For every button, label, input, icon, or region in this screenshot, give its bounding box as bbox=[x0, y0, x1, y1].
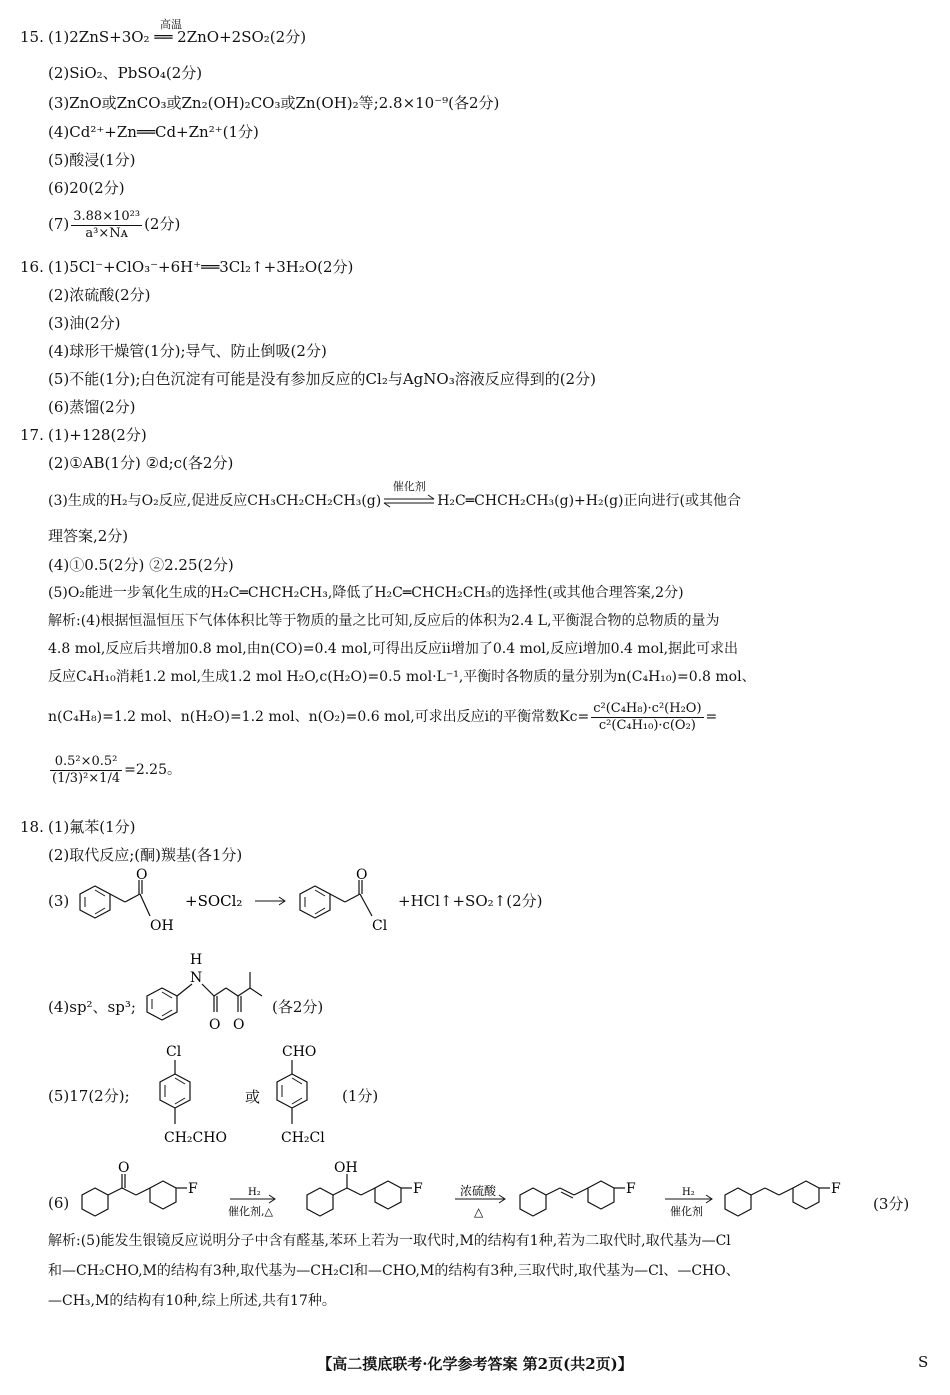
q18-part4-score: (各2分) bbox=[272, 998, 324, 1016]
alcohol-hydroxyl-label: OH bbox=[334, 1160, 358, 1176]
catalyst-heat-label: 催化剂,△ bbox=[228, 1205, 273, 1218]
acyl-chlorine-label: Cl bbox=[372, 918, 388, 934]
isomer-a-substituent-label: CH₂CHO bbox=[164, 1130, 227, 1146]
q18-part5-label: (5)17(2分); bbox=[48, 1087, 130, 1105]
fluorine-label-1: F bbox=[188, 1181, 198, 1197]
q17-part2: (2)①AB(1分) ②d;c(各2分) bbox=[48, 454, 234, 472]
fluorobenzene-ring-icon bbox=[150, 1181, 176, 1209]
page-footer: 【高二摸底联考·化学参考答案 第2页(共2页)】 bbox=[317, 1355, 633, 1373]
q15-part5: (5)酸浸(1分) bbox=[48, 151, 136, 169]
q16-part3: (3)油(2分) bbox=[48, 314, 121, 332]
q18-part6-label: (6) bbox=[48, 1194, 70, 1212]
fluorine-label-2: F bbox=[413, 1181, 423, 1197]
equilibrium-arrow bbox=[381, 480, 437, 511]
q15-part7-denominator: a³×Nᴀ bbox=[85, 225, 128, 241]
q17-part5: (5)O₂能进一步氧化生成的H₂C═CHCH₂CH₃,降低了H₂C═CHCH₂CH₃的选择性(或其他合理答案,2分) bbox=[48, 585, 684, 601]
q17-number: 17. bbox=[20, 426, 44, 444]
benzene-ring-icon bbox=[725, 1188, 751, 1216]
q17-analysis-5 bbox=[48, 750, 181, 790]
q17-part4: (4)①0.5(2分) ②2.25(2分) bbox=[48, 556, 234, 574]
q18-part5-score: (1分) bbox=[342, 1087, 379, 1105]
q18-part3-label: (3) bbox=[48, 892, 70, 910]
amide-hydrogen-label: H bbox=[190, 952, 203, 968]
q15-part6: (6)20(2分) bbox=[48, 179, 125, 197]
q15-part1-equation: (1)2ZnS+3O₂ ══ 2ZnO+2SO₂(2分) bbox=[48, 28, 307, 46]
kc-numerator: c²(C₄H₈)·c²(H₂O) bbox=[593, 700, 702, 716]
q15-part2: (2)SiO₂、PbSO₄(2分) bbox=[48, 64, 203, 82]
q18-number: 18. bbox=[20, 818, 44, 836]
q17-part3 bbox=[48, 480, 741, 511]
q18-analysis-3: —CH₃,M的结构有10种,综上所述,共有17种。 bbox=[48, 1293, 336, 1309]
q18-part3-products: +HCl↑+SO₂↑(2分) bbox=[398, 892, 543, 910]
amide-oxygen-label: O bbox=[209, 1017, 221, 1033]
q15-part7-numerator: 3.88×10²³ bbox=[73, 208, 141, 224]
q16-number: 16. bbox=[20, 258, 44, 276]
heat-label: △ bbox=[474, 1205, 484, 1219]
catalyst-label-2: 催化剂 bbox=[670, 1205, 703, 1218]
ketone-oxygen-label: O bbox=[118, 1160, 130, 1176]
q18-analysis-2: 和—CH₂CHO,M的结构有3种,取代基为—CH₂Cl和—CHO,M的结构有3种,三取代时,取代基为—Cl、—CHO、 bbox=[48, 1263, 740, 1279]
q16-part4: (4)球形干燥管(1分);导气、防止倒吸(2分) bbox=[48, 342, 327, 360]
q18-part2: (2)取代反应;(酮)羰基(各1分) bbox=[48, 846, 243, 864]
fluorobenzene-ring-icon bbox=[793, 1181, 819, 1209]
carbonyl-oxygen-label: O bbox=[136, 868, 148, 883]
q17-analysis-3: 反应C₄H₁₀消耗1.2 mol,生成1.2 mol H₂O,c(H₂O)=0.5 mol·L⁻¹,平衡时各物质的量分别为n(C₄H₁₀)=0.8 mol、 bbox=[48, 669, 756, 685]
q15-number: 15. bbox=[20, 28, 44, 46]
q17-part3-text-b: H₂C═CHCH₂CH₃(g)+H₂(g)正向进行(或其他合 bbox=[437, 493, 741, 509]
hydroxyl-label: OH bbox=[150, 918, 174, 934]
isomer-or-label: 或 bbox=[245, 1088, 261, 1106]
q18-part4-label: (4)sp²、sp³; bbox=[48, 998, 136, 1016]
q17-part3-text-a: (3)生成的H₂与O₂反应,促进反应CH₃CH₂CH₂CH₃(g) bbox=[48, 493, 382, 509]
amide-nitrogen-label: N bbox=[190, 970, 203, 986]
thionyl-chloride-label: +SOCl₂ bbox=[185, 892, 243, 910]
fluorine-label-4: F bbox=[831, 1181, 841, 1197]
acyl-chloride-reaction-diagram bbox=[70, 868, 400, 948]
kc-equals: = bbox=[705, 709, 718, 725]
isomer-a-chlorine-label: Cl bbox=[166, 1044, 182, 1060]
fluorobenzene-ring-icon bbox=[375, 1181, 401, 1209]
q16-part2: (2)浓硫酸(2分) bbox=[48, 286, 151, 304]
q17-analysis-1: 解析:(4)根据恒温恒压下气体体积比等于物质的量之比可知,反应后的体积为2.4 L,平衡混合物的总物质的量为 bbox=[48, 613, 720, 629]
q15-condition-label: 高温 bbox=[160, 18, 182, 31]
benzene-ring-icon bbox=[307, 1188, 333, 1216]
isomer-structures-diagram bbox=[140, 1040, 350, 1155]
kc-denominator: c²(C₄H₁₀)·c(O₂) bbox=[598, 717, 696, 733]
hydrogen-reagent-label-2: H₂ bbox=[682, 1187, 695, 1198]
q15-part7-score: (2分) bbox=[144, 215, 181, 233]
q17-analysis-2: 4.8 mol,反应后共增加0.8 mol,由n(CO)=0.4 mol,可得出反应ⅱ增加了0.4 mol,反应ⅰ增加0.4 mol,据此可求出 bbox=[48, 641, 739, 657]
hydrogen-reagent-label-1: H₂ bbox=[248, 1187, 261, 1198]
catalyst-label: 催化剂 bbox=[392, 480, 426, 493]
q16-part1: (1)5Cl⁻+ClO₃⁻+6H⁺══3Cl₂↑+3H₂O(2分) bbox=[48, 258, 354, 276]
conc-sulfuric-acid-label: 浓硫酸 bbox=[460, 1184, 497, 1198]
q15-part4: (4)Cd²⁺+Zn══Cd+Zn²⁺(1分) bbox=[48, 123, 259, 141]
kc-value-denominator: (1/3)²×1/4 bbox=[52, 770, 121, 786]
benzene-ring-icon bbox=[520, 1188, 546, 1216]
isomer-b-aldehyde-label: CHO bbox=[282, 1044, 317, 1060]
q17-part1: (1)+128(2分) bbox=[48, 426, 147, 444]
q18-part1: (1)氟苯(1分) bbox=[48, 818, 136, 836]
q18-analysis-1: 解析:(5)能发生银镜反应说明分子中含有醛基,苯环上若为一取代时,M的结构有1种,若为二取代时,取代基为—Cl bbox=[48, 1233, 731, 1249]
q16-part5: (5)不能(1分);白色沉淀有可能是没有参加反应的Cl₂与AgNO₃溶液反应得到的(2分) bbox=[48, 370, 596, 388]
amide-structure-diagram bbox=[140, 948, 280, 1038]
kc-result: =2.25。 bbox=[124, 762, 181, 778]
q18-part6-score: (3分) bbox=[873, 1195, 910, 1213]
q17-analysis-4 bbox=[48, 697, 717, 737]
synthesis-route-diagram bbox=[70, 1152, 875, 1232]
q15-part7-fraction bbox=[71, 209, 142, 242]
q16-part6: (6)蒸馏(2分) bbox=[48, 398, 136, 416]
isomer-b-substituent-label: CH₂Cl bbox=[281, 1130, 325, 1146]
footer-mark: S bbox=[918, 1353, 929, 1371]
q17-analysis-4-text: n(C₄H₈)=1.2 mol、n(H₂O)=1.2 mol、n(O₂)=0.6 mol,可求出反应ⅰ的平衡常数Kc= bbox=[48, 709, 590, 725]
q15-part7 bbox=[48, 204, 180, 244]
fluorobenzene-ring-icon bbox=[588, 1181, 614, 1209]
q15-part3: (3)ZnO或ZnCO₃或Zn₂(OH)₂CO₃或Zn(OH)₂等;2.8×10⁻⁹(各2分) bbox=[48, 94, 500, 112]
kc-expression bbox=[591, 701, 703, 734]
benzene-ring-icon bbox=[82, 1188, 108, 1216]
q17-part3-continued: 理答案,2分) bbox=[48, 527, 129, 545]
acyl-oxygen-label: O bbox=[356, 868, 368, 883]
ketone-oxygen-label: O bbox=[233, 1017, 245, 1033]
fluorine-label-3: F bbox=[626, 1181, 636, 1197]
kc-value-fraction bbox=[50, 754, 122, 787]
kc-value-numerator: 0.5²×0.5² bbox=[50, 754, 122, 771]
q15-part7-prefix: (7) bbox=[48, 215, 70, 233]
